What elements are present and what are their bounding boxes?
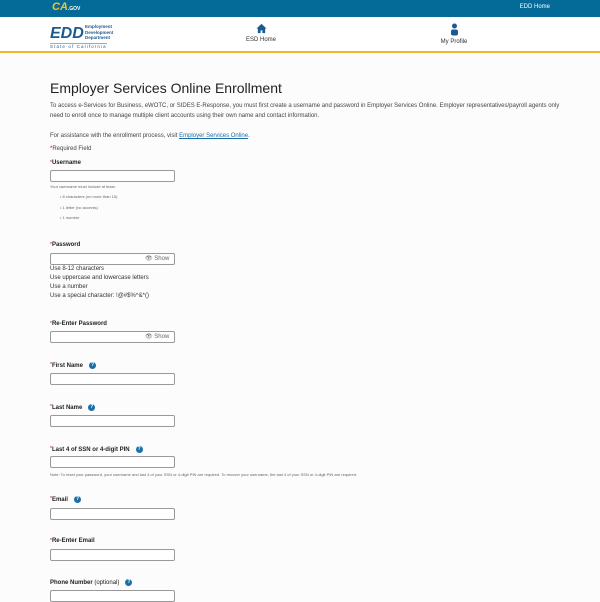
nav-esd-home[interactable]: ESD Home bbox=[221, 23, 301, 43]
help-icon[interactable]: ? bbox=[137, 446, 141, 452]
email-input[interactable] bbox=[50, 508, 175, 520]
reenter-email-input[interactable] bbox=[50, 549, 175, 561]
username-rule: • 1 number bbox=[60, 215, 80, 220]
password-rule: Use uppercase and lowercase letters bbox=[50, 275, 149, 281]
reenter-email-label: *Re-Enter Email bbox=[50, 538, 95, 544]
first-name-label: *First Name ? bbox=[50, 362, 94, 370]
ssn-note: Note: To reset your password, your username and last 4 of your SSN or 4-digit PIN are required. To recover your username, the last 4 of your SSN or 4-digit PIN are required. bbox=[50, 472, 358, 477]
help-icon[interactable]: ? bbox=[90, 362, 94, 368]
last-name-label: *Last Name ? bbox=[50, 404, 94, 412]
ssn-input[interactable] bbox=[50, 456, 175, 468]
eye-icon: 👁 bbox=[145, 334, 153, 340]
email-label: *Email ? bbox=[50, 496, 79, 504]
edd-home-link[interactable]: EDD Home bbox=[519, 4, 550, 10]
password-rule: Use a special character: !@#$%^&*() bbox=[50, 293, 149, 299]
username-label: *Username bbox=[50, 160, 81, 166]
reenter-password-label: *Re-Enter Password bbox=[50, 321, 107, 327]
nav-my-profile[interactable]: My Profile bbox=[414, 23, 494, 45]
eye-icon: 👁 bbox=[145, 256, 153, 262]
username-rule: • 8 characters (no more than 15) bbox=[60, 194, 118, 199]
first-name-input[interactable] bbox=[50, 373, 175, 385]
help-icon[interactable]: ? bbox=[127, 579, 131, 585]
password-rule: Use a number bbox=[50, 284, 88, 290]
password-rule: Use 8-12 characters bbox=[50, 266, 105, 272]
ca-gov-logo[interactable]: CA.GOV bbox=[52, 1, 81, 13]
site-header bbox=[0, 17, 600, 53]
top-bar bbox=[0, 0, 600, 17]
ssn-label: *Last 4 of SSN or 4-digit PIN ? bbox=[50, 446, 141, 454]
phone-label: Phone Number (optional) ? bbox=[50, 579, 131, 587]
employer-services-online-link[interactable]: Employer Services Online bbox=[179, 133, 249, 139]
edd-logo[interactable]: EDD Employment Development Department State of California bbox=[50, 24, 114, 49]
username-input[interactable] bbox=[50, 170, 175, 182]
user-icon bbox=[449, 23, 460, 36]
required-note: *Required Field bbox=[50, 146, 92, 152]
help-icon[interactable]: ? bbox=[75, 496, 79, 502]
phone-input[interactable] bbox=[50, 590, 175, 602]
reenter-password-show-toggle[interactable]: 👁 Show bbox=[145, 334, 170, 340]
assistance-text: For assistance with the enrollment process, visit Employer Services Online. bbox=[50, 133, 250, 139]
username-rule: • 1 letter (no accents) bbox=[60, 205, 98, 210]
password-show-toggle[interactable]: 👁 Show bbox=[145, 256, 170, 262]
page-title: Employer Services Online Enrollment bbox=[50, 80, 282, 96]
intro-text: To access e-Services for Business, eWOTC, or SIDES E-Response, you must first create a username and password in Employer Services Online. Employer representatives/payroll agents only need to enroll once to manage multiple client accounts using their own name and contact information. bbox=[50, 103, 560, 119]
last-name-input[interactable] bbox=[50, 415, 175, 427]
password-label: *Password bbox=[50, 242, 81, 248]
username-helper: Your username must include at least: bbox=[50, 184, 116, 189]
home-icon bbox=[256, 23, 267, 34]
help-icon[interactable]: ? bbox=[90, 404, 94, 410]
